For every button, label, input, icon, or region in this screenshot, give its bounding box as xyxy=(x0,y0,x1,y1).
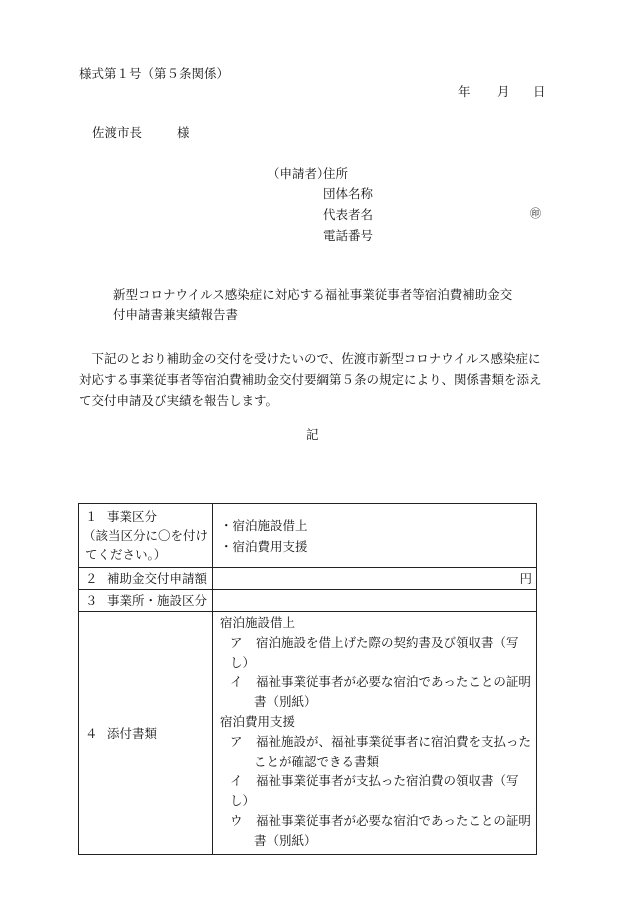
row1-option-2: ・宿泊費用支援 xyxy=(220,539,308,554)
table-row xyxy=(79,590,537,612)
s2-a-line1: 福祉施設が、福祉事業従事者に宿泊費を支払った xyxy=(256,733,532,749)
section1-title: 宿泊施設借上 xyxy=(220,615,296,630)
row4-label-cell xyxy=(79,612,213,855)
document-title-line1: 新型コロナウイルス感染症に対応する福祉事業従事者等宿泊費補助金交 xyxy=(113,287,513,302)
s1-i-mark: イ xyxy=(230,674,243,690)
s1-i-line1: 福祉事業従事者が必要な宿泊であったことの証明 xyxy=(256,674,531,690)
row3-label-cell xyxy=(79,590,213,612)
seal-mark: ㊞ xyxy=(530,207,541,220)
row1-number: １ xyxy=(85,509,98,524)
s2-a-line2: ことが確認できる書類 xyxy=(254,753,380,769)
addressee-name: 佐渡市長 xyxy=(92,125,143,140)
form-number: 様式第１号（第５条関係） xyxy=(79,66,230,81)
s1-a-mark: ア xyxy=(230,634,243,650)
row4-label: 添付書類 xyxy=(107,725,158,741)
s2-i-mark: イ xyxy=(230,773,243,789)
row4-number: ４ xyxy=(85,725,98,741)
s2-u-mark: ウ xyxy=(230,812,243,828)
section2-title: 宿泊費用支援 xyxy=(220,713,296,729)
addressee-honorific: 様 xyxy=(177,125,190,140)
date-day-label: 日 xyxy=(533,84,546,99)
document-title-line2: 付申請書兼実績報告書 xyxy=(113,307,239,322)
row2-value-cell xyxy=(213,568,537,590)
s1-i-line2: 書（別紙） xyxy=(254,694,317,710)
row3-value-cell xyxy=(213,590,537,612)
s2-i-text: 福祉事業従事者が支払った宿泊費の領収書（写し） xyxy=(230,773,519,809)
table-row xyxy=(79,504,537,568)
application-table xyxy=(78,503,537,855)
row2-label-cell xyxy=(79,568,213,590)
row1-note-line2: てください。） xyxy=(85,547,167,562)
table-row xyxy=(79,568,537,590)
applicant-rep-label: 代表者名 xyxy=(323,207,374,222)
date-year-label: 年 xyxy=(458,84,471,99)
s2-u-line1: 福祉事業従事者が必要な宿泊であったことの証明 xyxy=(256,812,531,828)
s2-a-mark: ア xyxy=(230,733,243,749)
row2-number: ２ xyxy=(85,571,98,586)
s2-u-line2: 書（別紙） xyxy=(254,832,317,848)
row1-value-cell xyxy=(213,504,537,568)
row1-option-1: ・宿泊施設借上 xyxy=(220,518,308,533)
row3-number: ３ xyxy=(85,593,98,608)
applicant-phone-label: 電話番号 xyxy=(323,228,374,243)
ki-mark: 記 xyxy=(306,427,319,442)
table-row xyxy=(79,612,537,855)
body-paragraph-text: 下記のとおり補助金の交付を受けたいので、佐渡市新型コロナウイルス感染症に対応する事業従事者等宿泊費補助金交付要綱第５条の規定により、関係書類を添えて交付申請及び実績を報告します。 xyxy=(79,351,542,408)
row1-label-cell xyxy=(79,504,213,568)
applicant-address-label: 住所 xyxy=(323,166,349,181)
row4-value-cell xyxy=(213,612,537,855)
row1-note-line1: （該当区分に〇を付け xyxy=(83,528,209,543)
row2-unit: 円 xyxy=(519,571,532,586)
s1-a-text: 宿泊施設を借上げた際の契約書及び領収書（写し） xyxy=(230,634,519,670)
body-paragraph xyxy=(79,348,549,411)
row1-label: 事業区分 xyxy=(107,509,158,524)
row2-label: 補助金交付申請額 xyxy=(107,571,208,586)
date-month-label: 月 xyxy=(497,84,510,99)
row3-label: 事業所・施設区分 xyxy=(107,593,208,608)
applicant-tag: （申請者） xyxy=(267,166,330,181)
applicant-org-label: 団体名称 xyxy=(323,186,374,201)
